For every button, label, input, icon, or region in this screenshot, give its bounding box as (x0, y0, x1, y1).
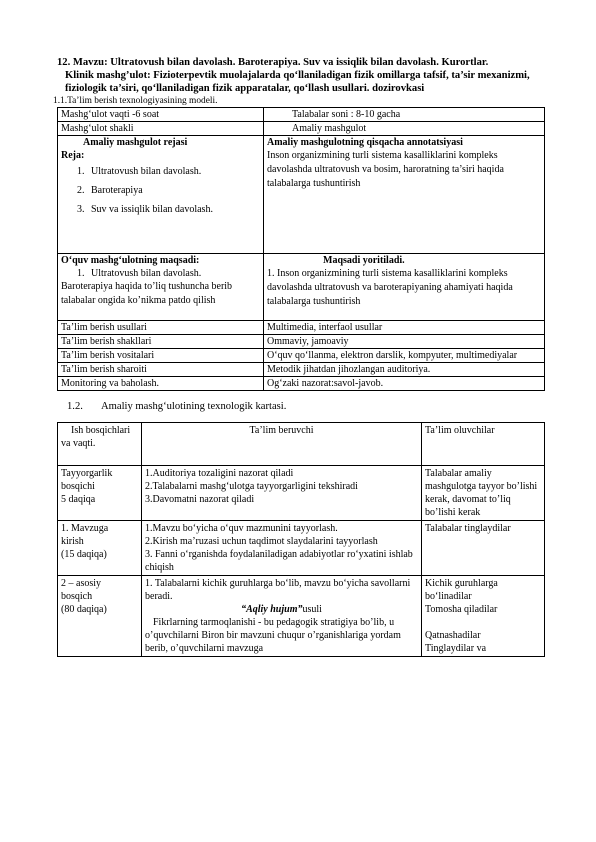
stage-line: Tayyorgarlik (61, 468, 113, 479)
form-label-cell: Mashg‘ulot shakli (58, 122, 264, 136)
lesson-subtitle: Klinik mashg’ulot: Fizioterpevtik muolajalarda qo‘llaniladigan fizik omillarga tafsif, ta’sir mexanizmi, fiziologik ta’siri, qo‘llaniladigan fizik apparatalar, qo‘llash usullari. dozirovkasi (65, 70, 530, 94)
stage-cell (58, 521, 142, 576)
row-key: Monitoring va baholash. (58, 377, 264, 391)
row-key: Ta’lim berish shakllari (58, 335, 264, 349)
stage-line: (15 daqiqa) (61, 549, 107, 560)
plan-cell (58, 136, 264, 254)
table-row (58, 321, 545, 335)
method-suffix: usuli (302, 604, 322, 615)
teacher-line: 3. Fanni o‘rganishda foydalaniladigan adabiyotlar ro‘yxatini ishlab chiqish (145, 549, 413, 573)
row-value: Metodik jihatdan jihozlangan auditoriya. (264, 363, 545, 377)
plan-sub: Reja: (61, 150, 85, 161)
teacher-line: 2.Talabalarni mashg‘ulotga tayyorgarligini tekshiradi (145, 481, 358, 492)
list-item: 3. Suv va issiqlik bilan davolash. (87, 200, 260, 219)
form-value-cell (264, 122, 545, 136)
model-table (57, 107, 545, 391)
teacher-line: 1.Mavzu bo‘yicha o‘quv mazmunini tayyorlash. (145, 523, 338, 534)
section-title: Amaliy mashg‘ulotining texnologik kartasi. (101, 401, 287, 412)
students-count-cell (264, 108, 545, 122)
goal-text: Baroterapiya haqida to’liq tushuncha berib talabalar ongida ko’nikma patdo qilish (61, 281, 233, 306)
header-cell: Ta’lim beruvchi (142, 423, 422, 466)
goal-heading: O‘quv mashg‘ulotning maqsadi: (61, 255, 200, 266)
section-heading (57, 401, 545, 412)
table-row (58, 136, 545, 254)
table-row (58, 521, 545, 576)
table-row (58, 377, 545, 391)
goal-cell (58, 254, 264, 321)
goal-list (61, 267, 260, 280)
table-row (58, 363, 545, 377)
stage-line: 2 – asosiy (61, 578, 101, 589)
table-row (58, 349, 545, 363)
topic-title: 12. Mavzu: Ultratovush bilan davolash. Baroterapiya. Suv va issiqlik bilan davolash. Kurortlar. (57, 57, 489, 68)
students-line: Tinglaydilar va (425, 643, 487, 654)
result-text: 1. Inson organizmining turli sistema kasalliklarini kompleks davolashda ultratovush va baroterapiyaning ahamiyati haqida talabalarga tushuntirish (267, 268, 513, 307)
table-header-row (58, 423, 545, 466)
teacher-line: 2.Kirish ma’ruzasi uchun taqdimot slaydalarini tayyorlash (145, 536, 378, 547)
row-value: Multimedia, interfaol usullar (264, 321, 545, 335)
teacher-cell (142, 521, 422, 576)
row-value: Og‘zaki nazorat:savol-javob. (264, 377, 545, 391)
list-item: 1. Ultratovush bilan davolash. (87, 162, 260, 181)
result-heading: Maqsadi yoritiladi. (323, 255, 405, 266)
table-row (58, 466, 545, 521)
method-line (145, 603, 418, 616)
method-name: “Aqliy hujum” (241, 604, 303, 615)
row-key: Ta’lim berish sharoiti (58, 363, 264, 377)
teacher-line: Fikrlarning tarmoqlanishi - bu pedagogik stratigiya bo’lib, u o’quvchilarni Biron bir mavzuni chuqur o’rganishlariga yordam berib, o’quvchilarni mavzuga (145, 617, 401, 654)
form-value-text: Amaliy mashgulot (292, 123, 367, 134)
row-value: Ommaviy, jamoaviy (264, 335, 545, 349)
list-item: 1. Ultratovush bilan davolash. (87, 267, 260, 280)
teacher-line: 1. Talabalarni kichik guruhlarga bo‘lib, mavzu bo‘yicha savollarni beradi. (145, 578, 411, 602)
students-cell (422, 576, 545, 657)
stage-line: bosqichi (61, 481, 95, 492)
students-cell: Talabalar amaliy mashgulotga tayyor bo’lishi kerak, davomat to’liq bo’lishi kerak (422, 466, 545, 521)
table-row (58, 576, 545, 657)
stage-cell (58, 466, 142, 521)
stage-line: kirish (61, 536, 84, 547)
time-cell: Mashg‘ulot vaqti -6 soat (58, 108, 264, 122)
students-line: Qatnashadilar (425, 630, 481, 641)
plan-list (61, 162, 260, 219)
teacher-cell (142, 466, 422, 521)
annotation-text: Inson organizmining turli sistema kasalliklarini kompleks davolashda ultratovush va bosim, haroratning ta’siri haqida talabalarga tushuntirish (267, 150, 504, 189)
students-line: Kichik guruhlarga bo‘linadilar (425, 578, 498, 602)
annotation-heading: Amaliy mashgulotning qisqacha annotatsiyasi (267, 137, 463, 148)
section-number: 1.2. (67, 401, 83, 412)
table-row (58, 108, 545, 122)
stage-cell (58, 576, 142, 657)
tech-card-table (57, 422, 545, 657)
table-row (58, 335, 545, 349)
stage-line: 5 daqiqa (61, 494, 96, 505)
students-count-text: Talabalar soni : 8-10 gacha (292, 109, 401, 120)
teacher-line: 3.Davomatni nazorat qiladi (145, 494, 255, 505)
list-item: 2. Baroterapiya (87, 181, 260, 200)
students-cell: Talabalar tinglaydilar (422, 521, 545, 576)
students-line: Tomosha qiladilar (425, 604, 498, 615)
row-key: Ta’lim berish vositalari (58, 349, 264, 363)
plan-heading: Amaliy mashgulot rejasi (83, 137, 188, 148)
result-cell (264, 254, 545, 321)
header-text: Ish bosqichlari va vaqti. (61, 425, 131, 449)
header-cell: Ta’lim oluvchilar (422, 423, 545, 466)
stage-line: bosqich (61, 591, 93, 602)
document-page (53, 56, 545, 657)
teacher-cell (142, 576, 422, 657)
table-row (58, 254, 545, 321)
section-caption: 1.1.Ta’lim berish texnologiyasining modeli. (53, 96, 218, 106)
stage-line: (80 daqiqa) (61, 604, 107, 615)
stage-line: 1. Mavzuga (61, 523, 109, 534)
annotation-cell (264, 136, 545, 254)
students-line (425, 616, 541, 629)
row-key: Ta’lim berish usullari (58, 321, 264, 335)
teacher-line: 1.Auditoriya tozaligini nazorat qiladi (145, 468, 294, 479)
header-cell (58, 423, 142, 466)
table-row (58, 122, 545, 136)
row-value: O‘quv qo‘llanma, elektron darslik, kompyuter, multimediyalar (264, 349, 545, 363)
